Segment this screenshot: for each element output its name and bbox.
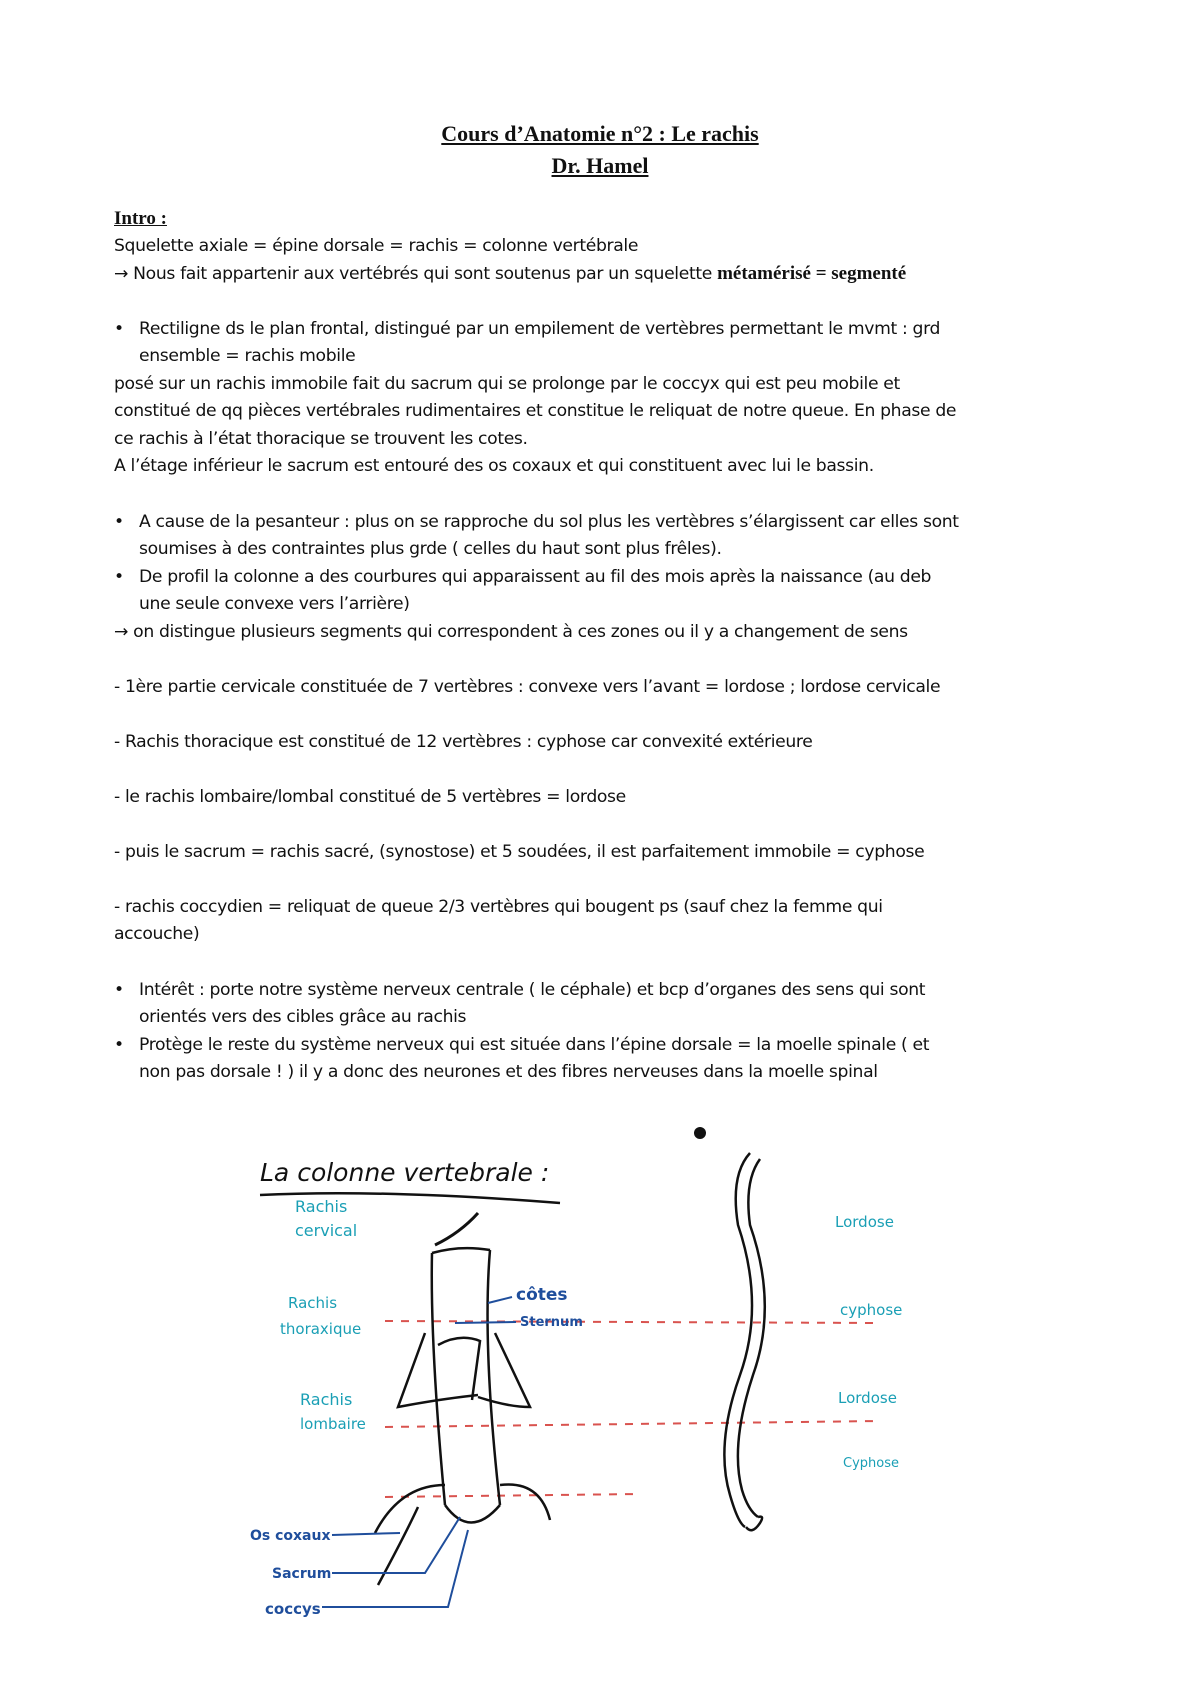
interest-bullet-cont: orientés vers des cibles grâce au rachis: [139, 1007, 467, 1027]
spine-top: [432, 1248, 490, 1253]
p1-line: A l’étage inférieur le sacrum est entouré des os coxaux et qui constituent avec lui le bassin.: [114, 456, 874, 476]
label-cervical-2: cervical: [295, 1221, 358, 1240]
intro-line: Squelette axiale = épine dorsale = rachis = colonne vertébrale: [114, 235, 639, 256]
p2-bullet-cont: une seule convexe vers l’arrière): [139, 594, 410, 614]
p2-bullet-cont: soumises à des contraintes plus grde ( celles du haut sont plus frêles).: [139, 539, 722, 559]
spine-left-edge: [432, 1253, 445, 1505]
document-title: Cours d’Anatomie n°2 : Le rachis: [441, 121, 759, 146]
label-coxal: Os coxaux: [250, 1528, 331, 1544]
intro-heading: Intro :: [114, 208, 167, 229]
curvature-label-sacral: Cyphose: [843, 1456, 899, 1471]
sacrum-pointer: [332, 1517, 460, 1573]
ink-dot: [694, 1127, 706, 1139]
rib-right: [478, 1333, 530, 1407]
p1-bullet: • Rectiligne ds le plan frontal, distingué par un empilement de vertèbres permettant le mvmt : grd: [114, 316, 1104, 344]
p2-bullet: • A cause de la pesanteur : plus on se rapproche du sol plus les vertèbres s’élargissent car elles sont: [114, 509, 1104, 537]
spine-right-edge: [488, 1250, 500, 1505]
label-sacrum: Sacrum: [272, 1566, 332, 1582]
p1-bullet-cont: ensemble = rachis mobile: [139, 346, 356, 366]
document-author: Dr. Hamel: [551, 153, 649, 178]
interest-bullet-cont: non pas dorsale ! ) il y a donc des neurones et des fibres nerveuses dans la moelle spinal: [139, 1062, 878, 1082]
label-lumbar-1: Rachis: [300, 1390, 353, 1409]
sternum-pointer: [455, 1322, 516, 1323]
segment-cervical: - 1ère partie cervicale constituée de 7 vertèbres : convexe vers l’avant = lordose ; lordose cervicale: [114, 676, 941, 697]
p2-bullet: • De profil la colonne a des courbures qui apparaissent au fil des mois après la naissance (au deb: [114, 564, 1104, 592]
profile-coccyx-tip: [746, 1517, 762, 1531]
segment-lumbar: - le rachis lombaire/lombal constitué de 5 vertèbres = lordose: [114, 786, 626, 807]
document-body: [114, 205, 1104, 1087]
sternum-shape: [438, 1338, 480, 1400]
curvature-label-cervical: Lordose: [835, 1213, 894, 1231]
sacrum-shape: [445, 1505, 500, 1523]
segment-thoracic: - Rachis thoracique est constitué de 12 vertèbres : cyphose car convexité extérieure: [114, 731, 813, 752]
coxal-pointer: [332, 1533, 400, 1535]
label-cervical-1: Rachis: [295, 1197, 348, 1216]
intro-bold-term: métamérisé = segmenté: [717, 263, 907, 284]
divider-lumbar-sacral: [385, 1494, 640, 1497]
curvature-label-thoracic: cyphose: [840, 1301, 903, 1319]
p1-line: constitué de qq pièces vertébrales rudimentaires et constitue le reliquat de notre queue. En phase de: [114, 401, 957, 421]
interest-bullet: • Protège le reste du système nerveux qui est située dans l’épine dorsale = la moelle spinale ( et: [114, 1032, 1104, 1060]
label-ribs: côtes: [516, 1285, 568, 1305]
spine-diagram: [250, 1145, 960, 1618]
coccyx-pointer: [322, 1530, 468, 1607]
p1-line: ce rachis à l’état thoracique se trouvent les cotes.: [114, 428, 528, 449]
label-lumbar-2: lombaire: [300, 1415, 366, 1433]
label-thoracic-1: Rachis: [288, 1294, 338, 1312]
label-thoracic-2: thoraxique: [280, 1320, 362, 1338]
intro-arrow-text: → Nous fait appartenir aux vertébrés qui sont soutenus par un squelette: [114, 264, 718, 284]
diagram-title: La colonne vertebrale :: [260, 1158, 550, 1187]
p2-arrow-line: → on distingue plusieurs segments qui correspondent à ces zones ou il y a changement de sens: [114, 621, 908, 642]
skull-curve: [435, 1213, 478, 1245]
divider-thoracic-lumbar: [385, 1421, 880, 1427]
intro-arrow-line: [114, 260, 1104, 288]
interest-bullet: • Intérêt : porte notre système nerveux centrale ( le céphale) et bcp d’organes des sens qui sont: [114, 977, 1104, 1005]
label-sternum: Sternum: [520, 1315, 583, 1330]
segment-coccyx: - rachis coccydien = reliquat de queue 2/3 vertèbres qui bougent ps (sauf chez la femme qui: [114, 896, 883, 917]
segment-sacrum: - puis le sacrum = rachis sacré, (synostose) et 5 soudées, il est parfaitement immobile = cyphose: [114, 841, 925, 862]
segment-coccyx-cont: accouche): [114, 924, 200, 944]
pelvis-right: [500, 1484, 550, 1520]
p1-line: posé sur un rachis immobile fait du sacrum qui se prolonge par le coccyx qui est peu mobile et: [114, 373, 900, 394]
profile-curve-inner: [738, 1159, 765, 1517]
curvature-label-lumbar: Lordose: [838, 1389, 897, 1407]
ribs-pointer: [488, 1297, 512, 1303]
label-coccyx: coccys: [265, 1600, 321, 1618]
